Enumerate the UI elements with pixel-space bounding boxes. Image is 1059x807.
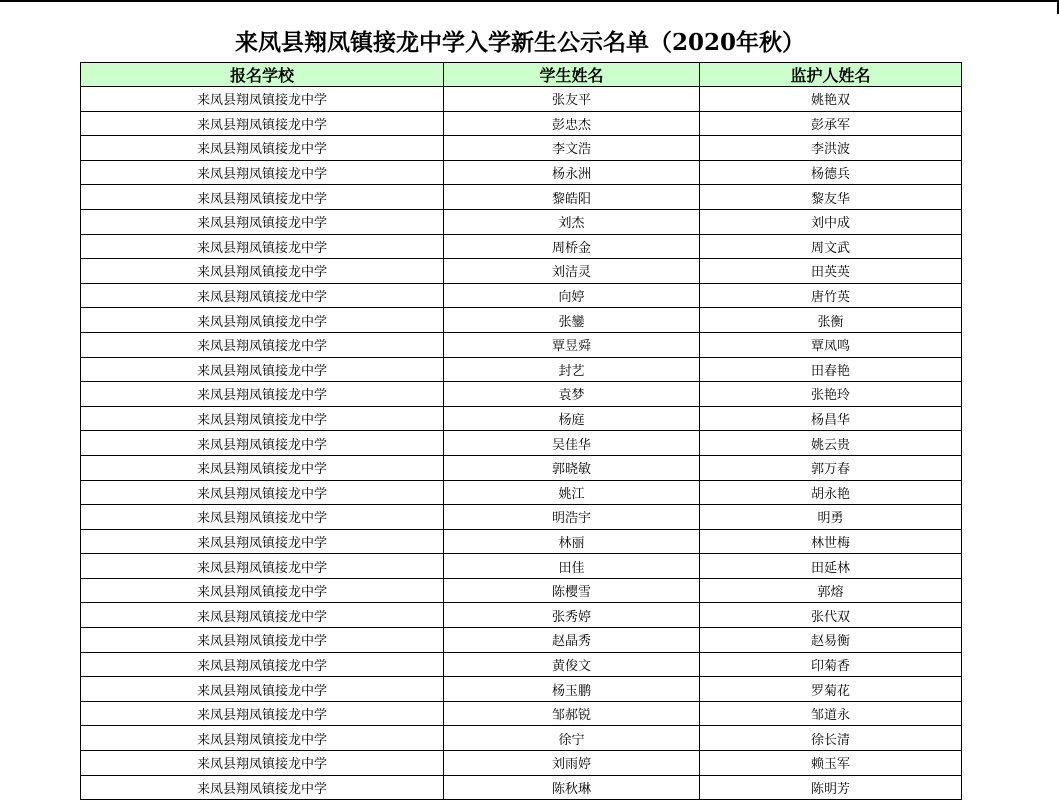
cell-guardian-name: 张代双	[700, 603, 962, 628]
cell-student-name: 黄俊文	[444, 652, 700, 677]
cell-school: 来凤县翔凤镇接龙中学	[81, 431, 444, 456]
enrollment-table	[80, 62, 962, 800]
cell-guardian-name: 张艳玲	[700, 382, 962, 407]
cell-guardian-name: 胡永艳	[700, 480, 962, 505]
cell-guardian-name: 郭熔	[700, 578, 962, 603]
cell-guardian-name: 田春艳	[700, 357, 962, 382]
cell-guardian-name: 周文武	[700, 234, 962, 259]
cell-school: 来凤县翔凤镇接龙中学	[81, 628, 444, 653]
header-school: 报名学校	[81, 63, 444, 87]
cell-student-name: 张友平	[444, 87, 700, 112]
table-row	[81, 603, 962, 628]
table-row	[81, 308, 962, 333]
cell-school: 来凤县翔凤镇接龙中学	[81, 160, 444, 185]
table-row	[81, 529, 962, 554]
cell-guardian-name: 印菊香	[700, 652, 962, 677]
table-row	[81, 332, 962, 357]
cell-guardian-name: 罗菊花	[700, 677, 962, 702]
cell-school: 来凤县翔凤镇接龙中学	[81, 234, 444, 259]
cell-student-name: 覃昱舜	[444, 332, 700, 357]
table-row	[81, 87, 962, 112]
table-row	[81, 554, 962, 579]
cell-guardian-name: 徐长清	[700, 726, 962, 751]
table-row	[81, 185, 962, 210]
cell-guardian-name: 唐竹英	[700, 283, 962, 308]
cell-school: 来凤县翔凤镇接龙中学	[81, 136, 444, 161]
cell-guardian-name: 赖玉军	[700, 751, 962, 776]
cell-school: 来凤县翔凤镇接龙中学	[81, 578, 444, 603]
cell-school: 来凤县翔凤镇接龙中学	[81, 185, 444, 210]
table-row	[81, 455, 962, 480]
table-row	[81, 259, 962, 284]
table-row	[81, 111, 962, 136]
header-guardian-name: 监护人姓名	[700, 63, 962, 87]
table-row	[81, 726, 962, 751]
table-row	[81, 136, 962, 161]
cell-student-name: 彭忠杰	[444, 111, 700, 136]
cell-school: 来凤县翔凤镇接龙中学	[81, 455, 444, 480]
cell-school: 来凤县翔凤镇接龙中学	[81, 209, 444, 234]
cell-school: 来凤县翔凤镇接龙中学	[81, 726, 444, 751]
cell-guardian-name: 杨德兵	[700, 160, 962, 185]
cell-school: 来凤县翔凤镇接龙中学	[81, 701, 444, 726]
cell-student-name: 黎皓阳	[444, 185, 700, 210]
cell-school: 来凤县翔凤镇接龙中学	[81, 529, 444, 554]
table-header-row	[81, 63, 962, 87]
cell-guardian-name: 彭承军	[700, 111, 962, 136]
header-student-name: 学生姓名	[444, 63, 700, 87]
cell-student-name: 杨庭	[444, 406, 700, 431]
cell-guardian-name: 赵易衡	[700, 628, 962, 653]
cell-student-name: 刘雨婷	[444, 751, 700, 776]
cell-student-name: 郭晓敏	[444, 455, 700, 480]
cell-student-name: 袁梦	[444, 382, 700, 407]
cell-guardian-name: 田延林	[700, 554, 962, 579]
table-row	[81, 160, 962, 185]
cell-student-name: 刘洁灵	[444, 259, 700, 284]
cell-student-name: 赵晶秀	[444, 628, 700, 653]
cell-student-name: 明浩宇	[444, 505, 700, 530]
table-row	[81, 283, 962, 308]
cell-school: 来凤县翔凤镇接龙中学	[81, 87, 444, 112]
page-title: 来凤县翔凤镇接龙中学入学新生公示名单（2020年秋）	[234, 29, 805, 56]
table-row	[81, 775, 962, 800]
cell-school: 来凤县翔凤镇接龙中学	[81, 751, 444, 776]
cell-school: 来凤县翔凤镇接龙中学	[81, 775, 444, 800]
cell-student-name: 封艺	[444, 357, 700, 382]
cell-student-name: 杨玉鹏	[444, 677, 700, 702]
cell-guardian-name: 姚艳双	[700, 87, 962, 112]
cell-student-name: 陈樱雪	[444, 578, 700, 603]
cell-student-name: 吴佳华	[444, 431, 700, 456]
table-row	[81, 652, 962, 677]
cell-guardian-name: 覃凤鸣	[700, 332, 962, 357]
table-row	[81, 406, 962, 431]
cell-student-name: 徐宁	[444, 726, 700, 751]
table-row	[81, 382, 962, 407]
cell-guardian-name: 陈明芳	[700, 775, 962, 800]
cell-student-name: 陈秋琳	[444, 775, 700, 800]
cell-guardian-name: 姚云贵	[700, 431, 962, 456]
top-border-line	[0, 0, 1059, 2]
cell-school: 来凤县翔凤镇接龙中学	[81, 480, 444, 505]
cell-student-name: 姚江	[444, 480, 700, 505]
cell-school: 来凤县翔凤镇接龙中学	[81, 259, 444, 284]
table-row	[81, 480, 962, 505]
cell-guardian-name: 明勇	[700, 505, 962, 530]
cell-guardian-name: 邹道永	[700, 701, 962, 726]
cell-school: 来凤县翔凤镇接龙中学	[81, 603, 444, 628]
cell-school: 来凤县翔凤镇接龙中学	[81, 505, 444, 530]
cell-guardian-name: 张衡	[700, 308, 962, 333]
cell-guardian-name: 田英英	[700, 259, 962, 284]
table-row	[81, 505, 962, 530]
cell-school: 来凤县翔凤镇接龙中学	[81, 652, 444, 677]
cell-student-name: 林丽	[444, 529, 700, 554]
cell-student-name: 张鑾	[444, 308, 700, 333]
table-row	[81, 357, 962, 382]
table-row	[81, 677, 962, 702]
cell-school: 来凤县翔凤镇接龙中学	[81, 283, 444, 308]
table-row	[81, 751, 962, 776]
cell-guardian-name: 黎友华	[700, 185, 962, 210]
cell-guardian-name: 刘中成	[700, 209, 962, 234]
cell-student-name: 刘杰	[444, 209, 700, 234]
cell-school: 来凤县翔凤镇接龙中学	[81, 332, 444, 357]
cell-school: 来凤县翔凤镇接龙中学	[81, 382, 444, 407]
cell-school: 来凤县翔凤镇接龙中学	[81, 406, 444, 431]
table-row	[81, 234, 962, 259]
cell-guardian-name: 杨昌华	[700, 406, 962, 431]
cell-student-name: 田佳	[444, 554, 700, 579]
cell-school: 来凤县翔凤镇接龙中学	[81, 554, 444, 579]
table-row	[81, 431, 962, 456]
table-row	[81, 578, 962, 603]
cell-student-name: 周桥金	[444, 234, 700, 259]
cell-student-name: 杨永洲	[444, 160, 700, 185]
cell-student-name: 邹郝锐	[444, 701, 700, 726]
cell-school: 来凤县翔凤镇接龙中学	[81, 111, 444, 136]
table-row	[81, 701, 962, 726]
cell-student-name: 向婷	[444, 283, 700, 308]
cell-guardian-name: 李洪波	[700, 136, 962, 161]
cell-guardian-name: 郭万春	[700, 455, 962, 480]
table-body	[81, 87, 962, 800]
cell-school: 来凤县翔凤镇接龙中学	[81, 357, 444, 382]
table-row	[81, 628, 962, 653]
table-row	[81, 209, 962, 234]
cell-school: 来凤县翔凤镇接龙中学	[81, 308, 444, 333]
cell-student-name: 张秀婷	[444, 603, 700, 628]
cell-student-name: 李文浩	[444, 136, 700, 161]
cell-guardian-name: 林世梅	[700, 529, 962, 554]
cell-school: 来凤县翔凤镇接龙中学	[81, 677, 444, 702]
